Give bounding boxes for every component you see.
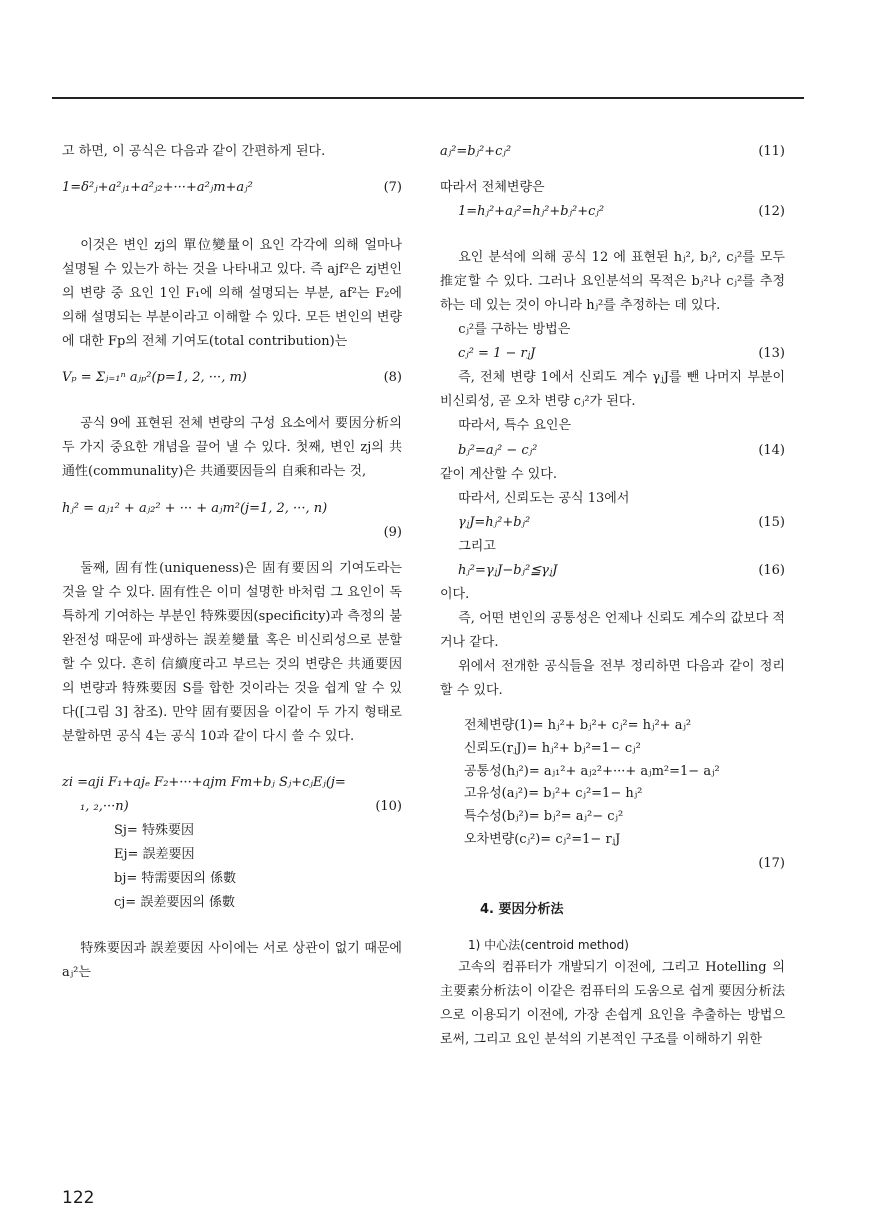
- paragraph: 따라서, 신뢰도는 공식 13에서: [458, 490, 630, 506]
- definition-cj: cj= 誤差要因의 係數: [114, 895, 236, 911]
- summary-equations: [440, 715, 785, 852]
- equation-number: (8): [383, 370, 402, 386]
- equation-12: [440, 200, 785, 224]
- header-rule: [52, 97, 804, 99]
- summary-line: 전체변량(1)= hⱼ²+ bⱼ²+ cⱼ²= hⱼ²+ aⱼ²: [464, 718, 692, 734]
- paragraph: 特殊要因과 誤差要因 사이에는 서로 상관이 없기 때문에 aⱼ²는: [62, 941, 402, 981]
- equation-number: (9): [383, 524, 402, 540]
- equation-15: [440, 511, 785, 535]
- equation-text: Vₚ = Σⱼ₌₁ⁿ aⱼₚ²(p=1, 2, ···, m): [62, 370, 247, 386]
- equation-text: hⱼ²=γⱼJ−bⱼ²≦γⱼJ: [458, 562, 558, 578]
- equation-text: bⱼ²=aⱼ² − cⱼ²: [458, 442, 538, 458]
- left-column: [62, 140, 402, 985]
- equation-number: (7): [383, 180, 402, 196]
- equation-number: (10): [375, 799, 402, 815]
- definition-bj: bj= 特需要因의 係數: [114, 871, 237, 887]
- equation-number: (13): [758, 346, 785, 362]
- paragraph: 요인 분석에 의해 공식 12 에 표현된 hⱼ², bⱼ², cⱼ²를 모두 推定할 수 있다. 그러나 요인분석의 목적은 bⱼ²나 cⱼ²를 추정하는 데 있는 것이 아니라 hⱼ²를 추정하는 데 있다.: [440, 250, 785, 314]
- equation-13: [440, 342, 785, 366]
- summary-line: 신뢰도(rⱼJ)= hⱼ²+ bⱼ²=1− cⱼ²: [464, 740, 641, 756]
- paragraph: 위에서 전개한 공식들을 전부 정리하면 다음과 같이 정리할 수 있다.: [440, 658, 785, 698]
- section-title: 4. 要因分析法: [480, 901, 564, 917]
- equation-text: hⱼ² = aⱼ₁² + aⱼ₂² + ··· + aⱼm²(j=1, 2, ···, n): [62, 500, 328, 516]
- equation-number: (12): [758, 204, 785, 220]
- definitions: [62, 819, 402, 915]
- equation-10-continued: [62, 795, 402, 819]
- equation-9: [62, 497, 402, 521]
- equation-7: [62, 176, 402, 200]
- definition-sj: Sj= 特殊要因: [114, 823, 194, 839]
- paragraph: cⱼ²를 구하는 방법은: [458, 322, 571, 338]
- paragraph: 고속의 컴퓨터가 개발되기 이전에, 그리고 Hotelling 의 主要素分析法이 이같은 컴퓨터의 도움으로 쉽게 要因分析法으로 이용되기 이전에, 가장 손쉽게 요인을 추출하는 방법으로써, 그리고 요인 분석의 기본적인 구조를 이해하기 위한: [440, 959, 785, 1047]
- equation-text: cⱼ² = 1 − rⱼJ: [458, 346, 536, 362]
- subsection-title: 1) 中心法(centroid method): [468, 937, 629, 952]
- equation-number: (11): [758, 144, 785, 159]
- definition-ej: Ej= 誤差要因: [114, 847, 195, 863]
- equation-text: γⱼJ=hⱼ²+bⱼ²: [458, 514, 531, 530]
- paragraph: 이것은 변인 zj의 單位變量이 요인 각각에 의해 얼마나 설명될 수 있는가 하는 것을 나타내고 있다. 즉 ajf²은 zj변인의 변량 중 요인 1인 F₁에 의해 설명되는 부분, af²는 F₂에 의해 설명되는 부분이라고 이해할 수 있다. 모든 변인의 변량에 대한 Fp의 전체 기여도(total contribution)는: [62, 238, 402, 350]
- equation-number: (17): [758, 855, 785, 871]
- paragraph: 고 하면, 이 공식은 다음과 같이 간편하게 된다.: [62, 144, 326, 159]
- paragraph: 둘째, 固有性(uniqueness)은 固有要因의 기여도라는 것을 알 수 있다. 固有性은 이미 설명한 바처럼 그 요인이 독특하게 기여하는 부분인 特殊要因(specificity)과 측정의 불완전성 때문에 파생하는 誤差變量 혹은 비신뢰성으로 분할 할 수 있다. 흔히 信續度라고 부르는 것의 변량은 共通要因의 변량과 特殊要因 S를 합한 것이라는 것을 쉽게 알 수 있다([그림 3] 참조). 만약 固有要因을 이같이 두 가지 형태로 분할하면 공식 4는 공식 10과 같이 다시 쓸 수 있다.: [62, 560, 402, 744]
- paragraph: 이다.: [440, 586, 470, 602]
- equation-number: (16): [758, 562, 785, 578]
- paragraph: 그리고: [458, 538, 496, 554]
- equation-text: 1=δ²ⱼ+a²ⱼ₁+a²ⱼ₂+···+a²ⱼm+aⱼ²: [62, 180, 253, 196]
- equation-number: (14): [758, 442, 785, 458]
- summary-line: 고유성(aⱼ²)= bⱼ²+ cⱼ²=1− hⱼ²: [464, 786, 643, 802]
- paragraph: 즉, 어떤 변인의 공통성은 언제나 신뢰도 계수의 값보다 적거나 같다.: [440, 610, 785, 650]
- right-column: [440, 140, 785, 1052]
- equation-text: zi =aji F₁+ajₑ F₂+···+ajm Fm+bⱼ Sⱼ+cⱼEⱼ(j=: [62, 774, 346, 790]
- equation-text: 1=hⱼ²+aⱼ²=hⱼ²+bⱼ²+cⱼ²: [458, 204, 605, 220]
- summary-line: 공통성(hⱼ²)= aⱼ₁²+ aⱼ₂²+···+ aⱼm²=1− aⱼ²: [464, 763, 720, 779]
- summary-line: 특수성(bⱼ²)= bⱼ²= aⱼ²− cⱼ²: [464, 809, 624, 825]
- paragraph: 따라서 전체변량은: [440, 180, 545, 196]
- paragraph: 같이 계산할 수 있다.: [440, 466, 557, 482]
- paragraph: 공식 9에 표현된 전체 변량의 구성 요소에서 要因分析의 두 가지 중요한 개념을 끌어 낼 수 있다. 첫째, 변인 zj의 共通性(communality)은 共通要因들의 自乘和라는 것,: [62, 416, 402, 480]
- equation-11: [440, 140, 785, 164]
- equation-number: (15): [758, 514, 785, 530]
- equation-16: [440, 559, 785, 583]
- equation-text: aⱼ²=bⱼ²+cⱼ²: [440, 144, 512, 159]
- summary-line: 오차변량(cⱼ²)= cⱼ²=1− rⱼJ: [464, 831, 621, 847]
- paragraph: 즉, 전체 변량 1에서 신뢰도 계수 γⱼJ를 뺀 나머지 부분이 비신뢰성, 곧 오차 변량 cⱼ²가 된다.: [440, 370, 785, 410]
- paragraph: 따라서, 특수 요인은: [458, 418, 572, 434]
- page-number: 122: [62, 1188, 95, 1208]
- equation-10: [62, 771, 402, 795]
- equation-8: [62, 366, 402, 390]
- equation-14: [440, 439, 785, 463]
- equation-text: ₁, ₂,···n): [80, 799, 129, 815]
